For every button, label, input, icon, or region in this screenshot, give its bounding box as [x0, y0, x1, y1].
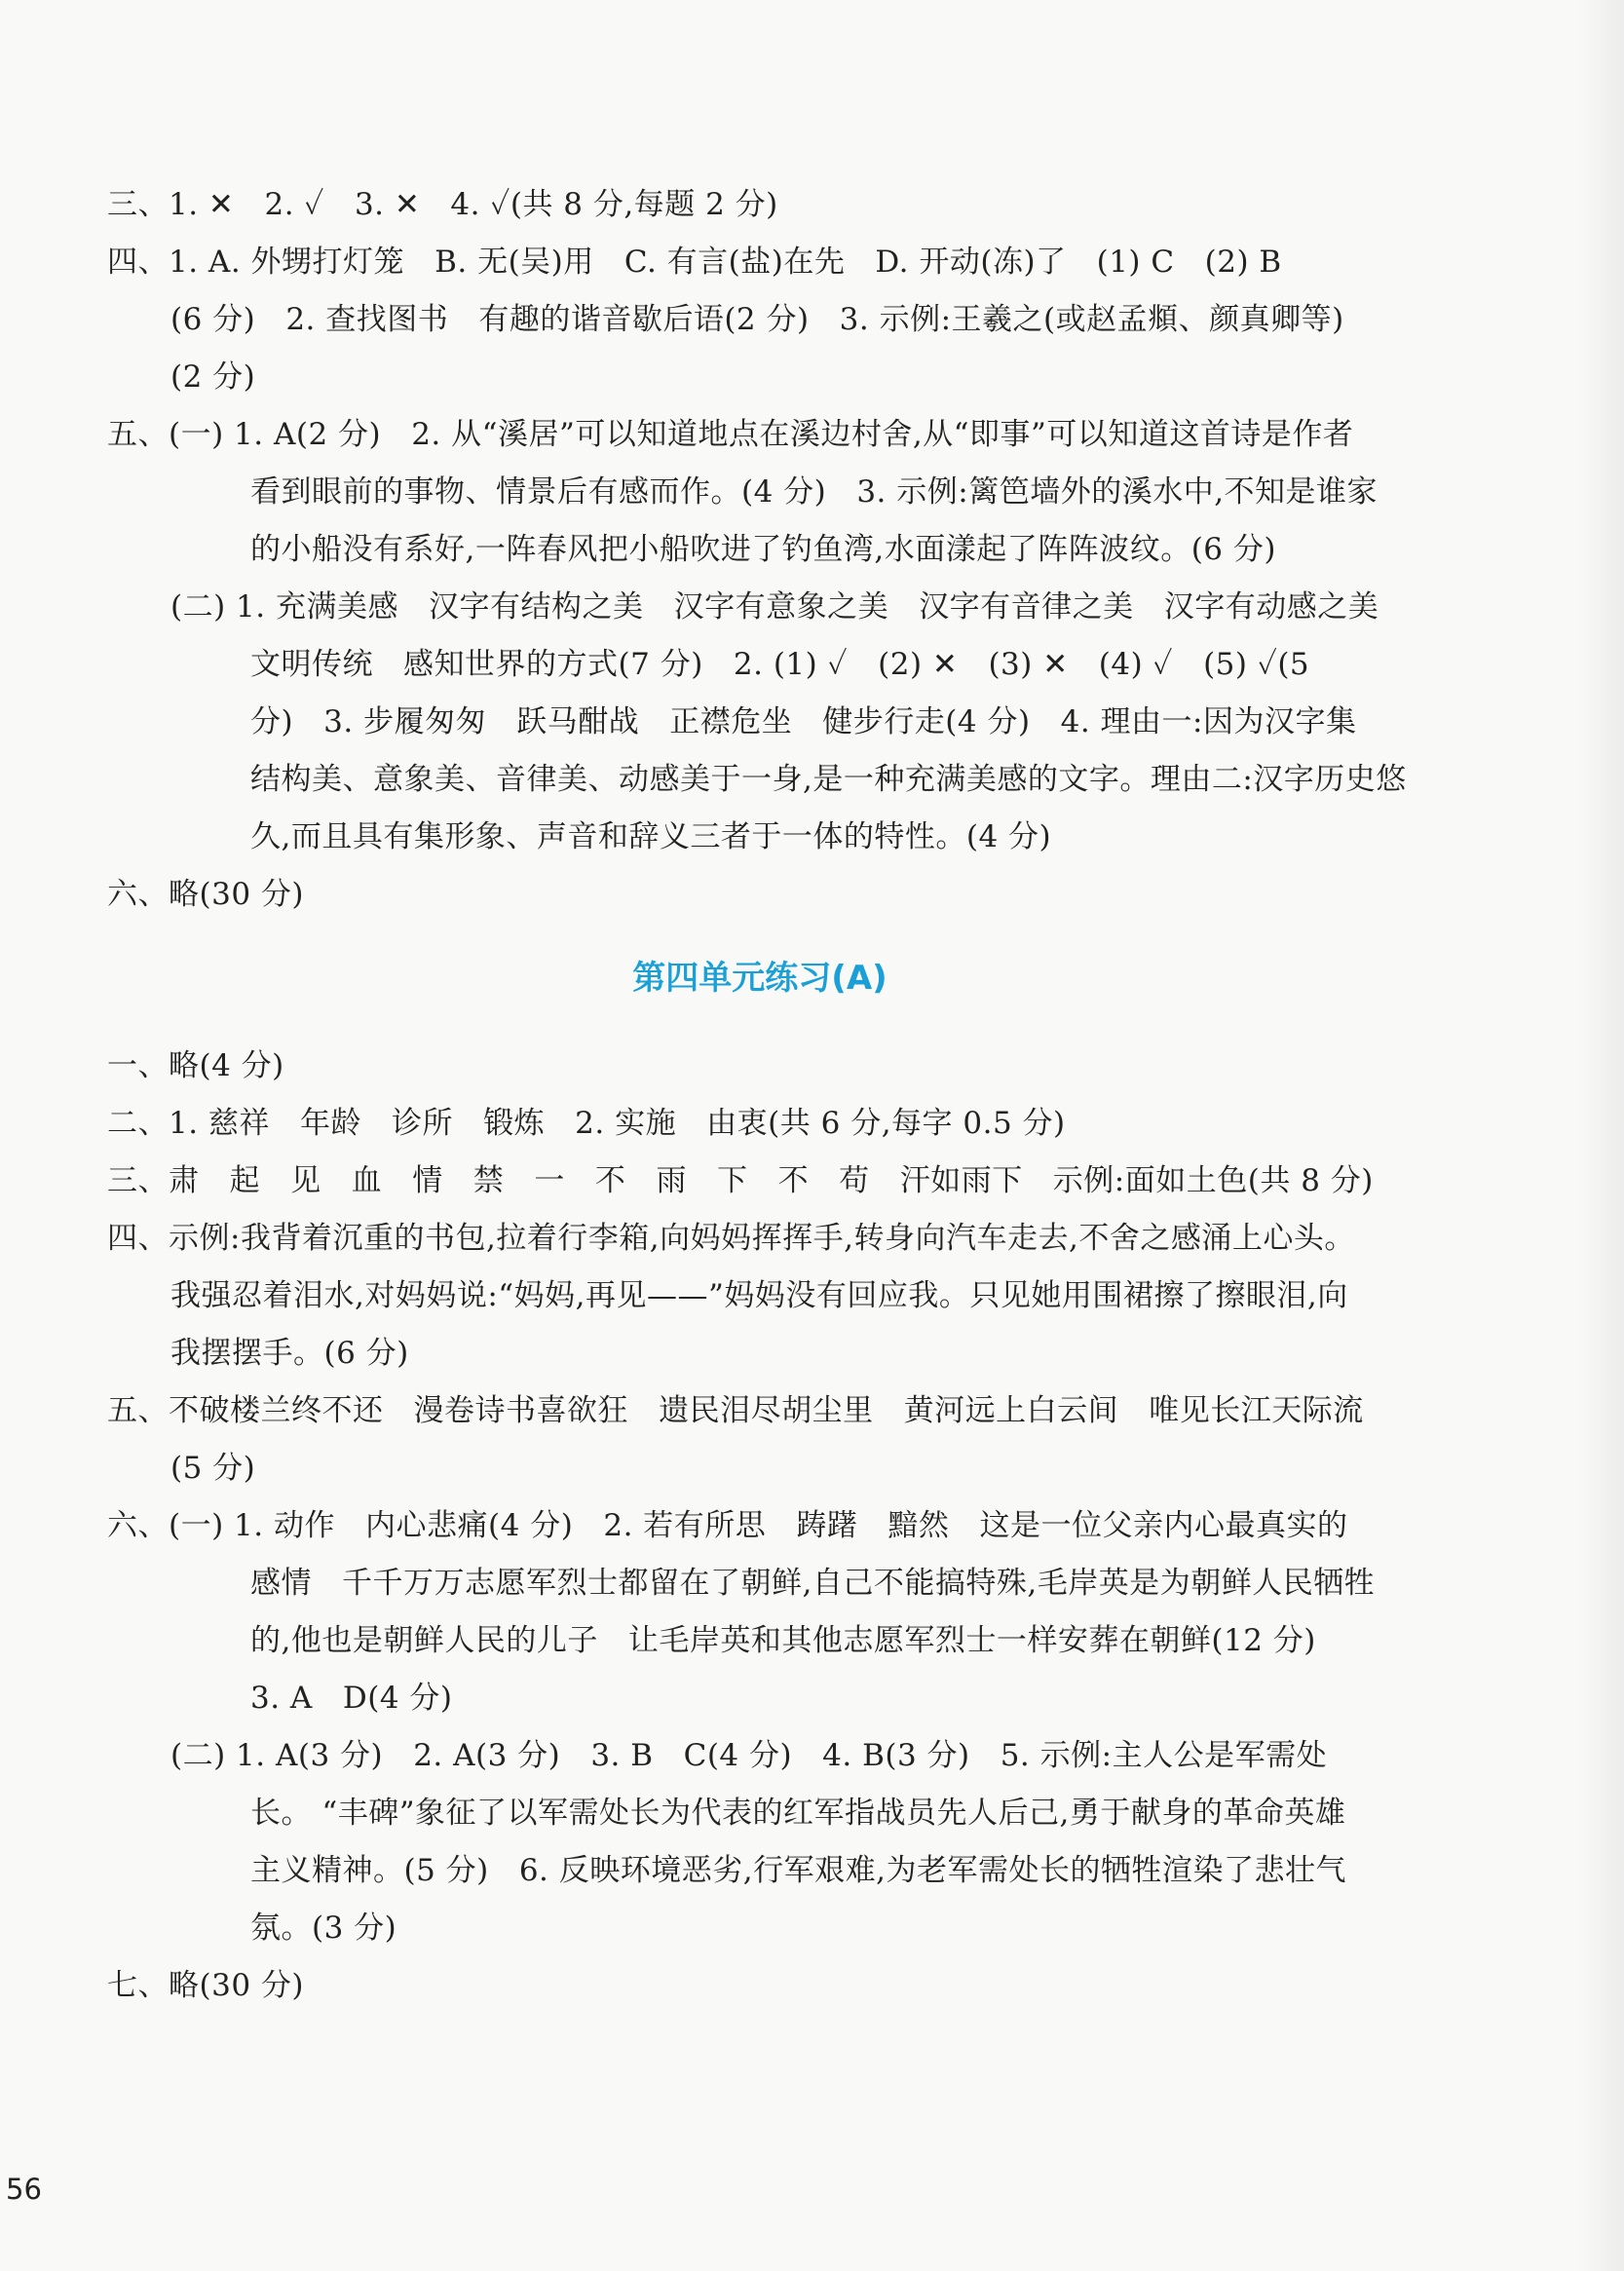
- answer-line: 结构美、意象美、音律美、动感美于一身,是一种充满美感的文字。理由二:汉字历史悠: [250, 762, 1407, 797]
- answer-line: 长。 “丰碑”象征了以军需处长为代表的红军指战员先人后己,勇于献身的革命英雄: [250, 1796, 1346, 1831]
- answer-line: 六、略(30 分): [107, 877, 304, 912]
- answer-line: 四、示例:我背着沉重的书包,拉着行李箱,向妈妈挥挥手,转身向汽车走去,不舍之感涌上心头。: [107, 1221, 1355, 1256]
- answer-line: 二、1. 慈祥 年龄 诊所 锻炼 2. 实施 由衷(共 6 分,每字 0.5 分): [107, 1106, 1066, 1141]
- answer-line: (5 分): [170, 1451, 256, 1486]
- page-number: 56: [6, 2173, 42, 2206]
- answer-line: (二) 1. A(3 分) 2. A(3 分) 3. B C(4 分) 4. B(3 分) 5. 示例:主人公是军需处: [170, 1738, 1328, 1773]
- unit-title: 第四单元练习(A): [632, 959, 888, 998]
- answer-line: 氛。(3 分): [250, 1911, 397, 1946]
- answer-line: 七、略(30 分): [107, 1968, 304, 2003]
- answer-line: (2 分): [170, 360, 256, 395]
- answer-line: 3. A D(4 分): [250, 1681, 453, 1716]
- answer-line: 的小船没有系好,一阵春风把小船吹进了钓鱼湾,水面漾起了阵阵波纹。(6 分): [250, 532, 1276, 567]
- answer-line: 的,他也是朝鲜人民的儿子 让毛岸英和其他志愿军烈士一样安葬在朝鲜(12 分): [250, 1623, 1316, 1658]
- answer-line: 文明传统 感知世界的方式(7 分) 2. (1) ✓ (2) ✕ (3) ✕ (4) ✓ (5) ✓(5: [250, 647, 1310, 682]
- answer-line: (6 分) 2. 查找图书 有趣的谐音歇后语(2 分) 3. 示例:王羲之(或赵孟頫、颜真卿等): [170, 302, 1344, 337]
- answer-line: 一、略(4 分): [107, 1048, 284, 1083]
- answer-line: 四、1. A. 外甥打灯笼 B. 无(吴)用 C. 有言(盐)在先 D. 开动(冻)了 (1) C (2) B: [107, 245, 1282, 280]
- answer-line: 主义精神。(5 分) 6. 反映环境恶劣,行军艰难,为老军需处长的牺牲渲染了悲壮气: [250, 1853, 1346, 1888]
- page-edge-shadow: [1579, 0, 1624, 2271]
- answer-line: 久,而且具有集形象、声音和辞义三者于一体的特性。(4 分): [250, 819, 1052, 854]
- answer-line: (二) 1. 充满美感 汉字有结构之美 汉字有意象之美 汉字有音律之美 汉字有动感之美: [170, 589, 1379, 625]
- answer-line: 五、不破楼兰终不还 漫卷诗书喜欲狂 遗民泪尽胡尘里 黄河远上白云间 唯见长江天际流: [107, 1393, 1364, 1428]
- answer-line: 看到眼前的事物、情景后有感而作。(4 分) 3. 示例:篱笆墙外的溪水中,不知是谁家: [250, 474, 1379, 510]
- answer-line: 六、(一) 1. 动作 内心悲痛(4 分) 2. 若有所思 踌躇 黯然 这是一位父亲内心最真实的: [107, 1508, 1348, 1543]
- answer-line: 我摆摆手。(6 分): [170, 1336, 409, 1371]
- answer-line: 分) 3. 步履匆匆 跃马酣战 正襟危坐 健步行走(4 分) 4. 理由一:因为汉字集: [250, 704, 1357, 739]
- answer-line: 感情 千千万万志愿军烈士都留在了朝鲜,自己不能搞特殊,毛岸英是为朝鲜人民牺牲: [250, 1566, 1376, 1601]
- answer-line: 我强忍着泪水,对妈妈说:“妈妈,再见——”妈妈没有回应我。只见她用围裙擦了擦眼泪,向: [170, 1278, 1348, 1313]
- answer-line: 三、肃 起 见 血 情 禁 一 不 雨 下 不 苟 汗如雨下 示例:面如土色(共 8 分): [107, 1163, 1374, 1198]
- answer-line: 三、1. ✕ 2. ✓ 3. ✕ 4. ✓(共 8 分,每题 2 分): [107, 187, 778, 222]
- answer-line: 五、(一) 1. A(2 分) 2. 从“溪居”可以知道地点在溪边村舍,从“即事”可以知道这首诗是作者: [107, 417, 1354, 452]
